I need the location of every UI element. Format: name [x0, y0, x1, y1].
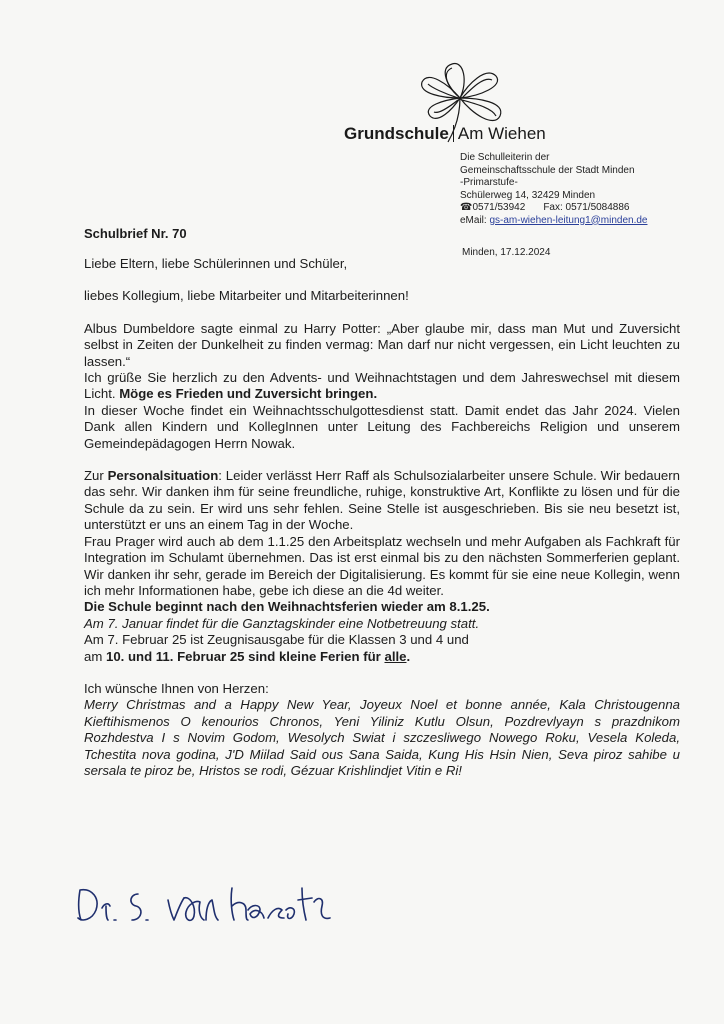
text-span: Ich grüße Sie herzlich zu den Advents- und Weihnachtstagen und dem Jahreswechsel mit diesem Licht. [84, 370, 680, 402]
telephone-icon: ☎ [460, 202, 473, 213]
address-line: Gemeinschaftsschule der Stadt Minden [460, 164, 635, 176]
email-label: eMail: [460, 214, 487, 226]
emergency-care-notice: Am 7. Januar findet für die Ganztagskinder eine Notbetreuung statt. [84, 615, 480, 631]
bold-text: Personalsituation [107, 468, 219, 484]
logo-divider [453, 125, 454, 142]
greeting-line: liebes Kollegium, liebe Mitarbeiter und Mitarbeiterinnen! [84, 288, 409, 304]
phone-number: 0571/53942 [472, 202, 526, 213]
phone-fax-line [460, 202, 647, 215]
staff-paragraph: Frau Prager wird auch ab dem 1.1.25 den Arbeitsplatz wechseln und mehr Aufgaben als Fachkraft für Integration im Schulamt übernehmen. Das ist erst einmal bis zu den nächsten Sommerferien geplant. Wir danken ihr sehr, gerade im Bereich der Digitalisierung. Es kommt für sie eine neue Kollegin, wenn ich mehr Informationen habe, gebe ich diese an die 4d weiter. [84, 533, 680, 598]
greeting-line: Liebe Eltern, liebe Schülerinnen und Schüler, [84, 256, 348, 271]
school-name-bold: Grundschule [344, 124, 449, 143]
greeting-paragraph [84, 370, 680, 403]
text-span: am [84, 648, 106, 664]
text-span: Zur [84, 468, 108, 484]
letter-date: Minden, 17.12.2024 [462, 247, 551, 258]
bold-text: 10. und 11. Februar 25 sind kleine Ferien für [105, 648, 385, 664]
text-span: : Leider verlässt Herr Raff als Schulsozialarbeiter unsere Schule. Wir bedauern das sehr. Wir danken ihm für seine freundliche, ruhige, konstruktive Art, Konflikte zu lösen und für die Schule da zu sein. Er wird uns sehr fehlen. Seine Stelle ist ausgeschrieben. Bis sie neu besetzt ist, unterstützt er uns an einem Tag in der Woche. [84, 468, 680, 533]
fax-number: Fax: 0571/5084886 [543, 202, 630, 213]
email-line [460, 215, 647, 228]
service-paragraph: In dieser Woche findet ein Weihnachtsschulgottesdienst statt. Damit endet das Jahr 2024. Vielen Dank allen Kindern und KollegInnen unter Leitung des Fachbereichs Religion und unserem Gemeindepädagogen Herrn Nowak. [84, 402, 680, 451]
bold-text: Möge es Frieden und Zuversicht bringen. [119, 386, 378, 402]
staff-paragraph [84, 468, 680, 534]
school-name-regular: Am Wiehen [457, 124, 546, 143]
address-line: Schülerweg 14, 32429 Minden [460, 189, 596, 201]
holiday-notice [84, 649, 680, 665]
quote-paragraph: Albus Dumbeldore sagte einmal zu Harry Potter: „Aber glaube mir, dass man Mut und Zuversicht selbst in Zeiten der Dunkelheit zu finden vermag: Man darf nur nicht vergessen, ein Licht leuchten zu lassen.“ [84, 320, 680, 369]
address-line: -Primarstufe- [460, 177, 518, 188]
school-logo-wordmark [344, 124, 546, 144]
wish-intro: Ich wünsche Ihnen von Herzen: [84, 680, 269, 696]
report-card-notice: Am 7. Februar 25 ist Zeugnisausgabe für die Klassen 3 und 4 und [84, 632, 469, 648]
handwritten-signature [72, 880, 372, 930]
address-line: Die Schulleiterin der [460, 152, 550, 163]
school-start-notice: Die Schule beginnt nach den Weihnachtsferien wieder am 8.1.25. [84, 599, 490, 615]
letter-body [84, 256, 680, 779]
text-span: . [406, 648, 411, 664]
bold-underlined-text: alle [384, 648, 407, 664]
email-link[interactable]: gs-am-wiehen-leitung1@minden.de [489, 214, 648, 226]
address-block [460, 152, 647, 227]
letter-subject: Schulbrief Nr. 70 [84, 226, 187, 241]
wishes-paragraph: Merry Christmas and a Happy New Year, Joyeux Noel et bonne année, Kala Christougenna Kieftihismenos O kenourios Chronos, Yeni Yiliniz Kutlu Olsun, Pozdrevlyayn s prazdnikom Rozhdestva I s Novim Godom, Wesolych Swiat i szczesliwego Nowego Roku, Vesela Koleda, Tchestita nova godina, J'D Miilad Said ous Sana Saida, Kung His Hsin Nien, Seva piroz sahibe u sersala te piroz be, Hristos se rodi, Gézuar Krishlindjet Vitin e Ri! [84, 697, 680, 778]
